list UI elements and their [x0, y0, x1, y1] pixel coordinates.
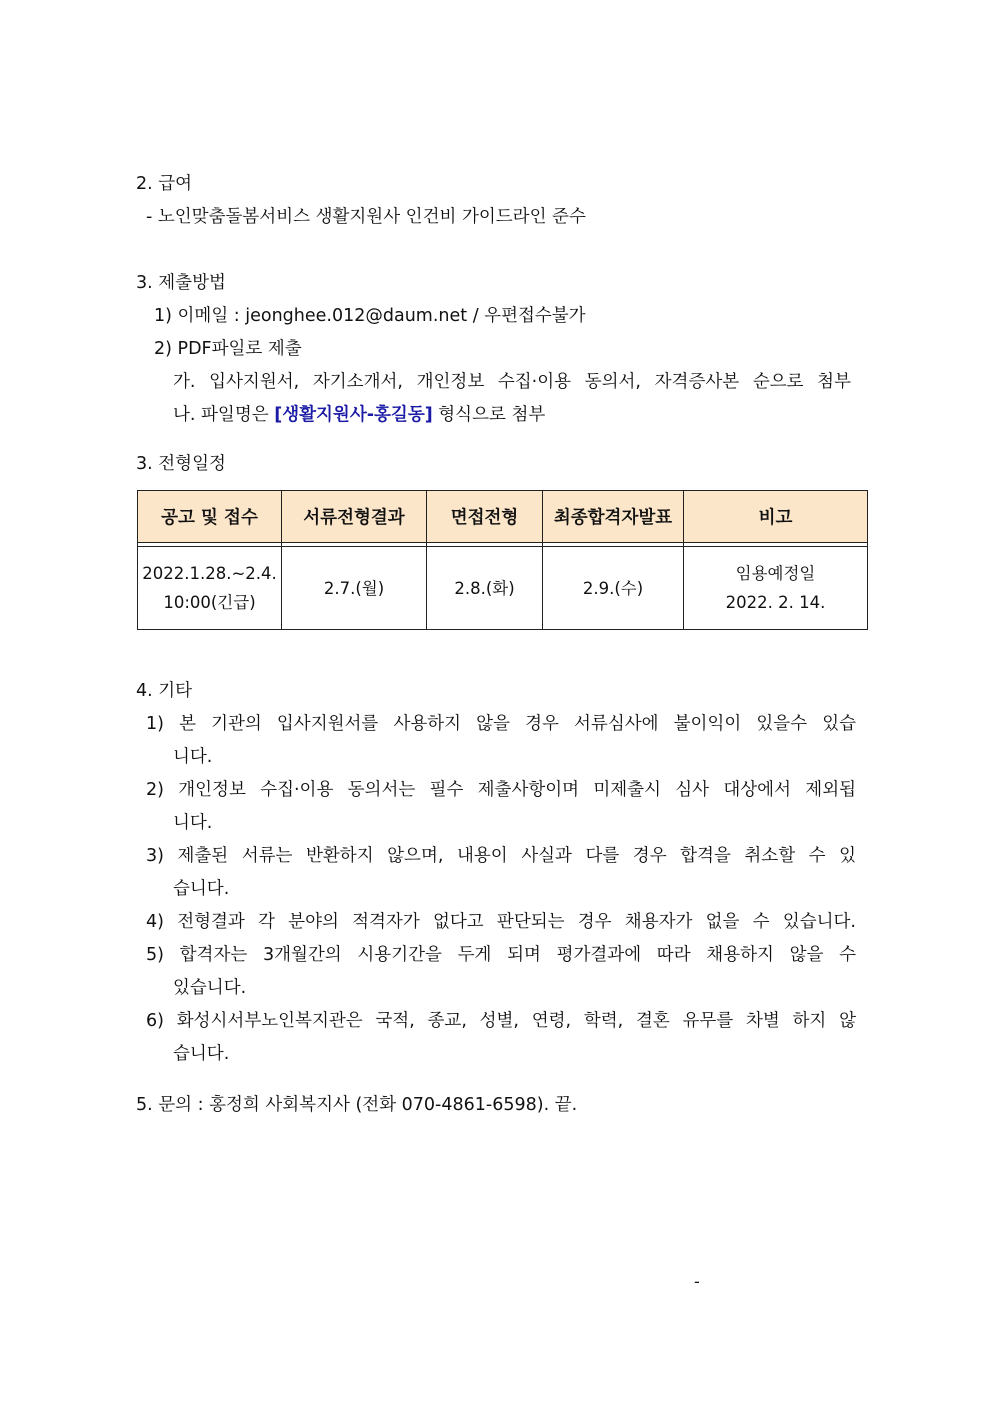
- page-footer-dash: -: [694, 1272, 700, 1291]
- header-interview: 면접전형: [427, 491, 543, 543]
- notice-item-1-line-2: 니다.: [173, 747, 213, 767]
- inquiry-contact: 5. 문의 : 홍정희 사회복지사 (전화 070-4861-6598). 끝.: [136, 1095, 578, 1115]
- schedule-header-row: [138, 491, 868, 543]
- notice-item-2-line-2: 니다.: [173, 813, 213, 833]
- header-remarks: 비고: [684, 491, 868, 543]
- notice-item-6-line-1: 6) 화성시서부노인복지관은 국적, 종교, 성별, 연령, 학력, 결혼 유무를 차별 하지 않: [146, 1011, 856, 1031]
- remarks-label: 임용예정일: [735, 564, 816, 583]
- notice-item-6-line-2: 습니다.: [173, 1044, 230, 1064]
- submission-attachment-order: 가. 입사지원서, 자기소개서, 개인정보 수집·이용 동의서, 자격증사본 순으로 첨부: [173, 372, 851, 392]
- submission-filename-rule: [173, 404, 545, 426]
- announcement-deadline: 10:00(긴급): [163, 593, 256, 612]
- cell-interview: 2.8.(화): [427, 547, 543, 630]
- notice-item-2-line-1: 2) 개인정보 수집·이용 동의서는 필수 제출사항이며 미제출시 심사 대상에서 제외됩: [146, 780, 856, 800]
- section-3-schedule-heading: 3. 전형일정: [136, 454, 226, 474]
- remarks-date: 2022. 2. 14.: [725, 593, 826, 612]
- header-final-announcement: 최종합격자발표: [543, 491, 684, 543]
- header-announcement: 공고 및 접수: [138, 491, 282, 543]
- notice-item-3-line-2: 습니다.: [173, 879, 230, 899]
- schedule-data-row: [138, 547, 868, 630]
- filename-suffix: 형식으로 첨부: [432, 405, 546, 425]
- submission-pdf-item: 2) PDF파일로 제출: [154, 339, 302, 359]
- filename-highlight: [생활지원사-홍길동]: [274, 405, 433, 425]
- notice-item-5-line-2: 있습니다.: [173, 978, 247, 998]
- schedule-table: [137, 490, 868, 630]
- notice-item-5-line-1: 5) 합격자는 3개월간의 시용기간을 두게 되며 평가결과에 따라 채용하지 않을 수: [146, 945, 856, 965]
- filename-prefix: 나. 파일명은: [173, 405, 275, 425]
- salary-item: - 노인맞춤돌봄서비스 생활지원사 인건비 가이드라인 준수: [146, 207, 586, 227]
- cell-document-result: 2.7.(월): [282, 547, 427, 630]
- cell-announcement-period: [138, 547, 282, 630]
- notice-item-4: 4) 전형결과 각 분야의 적격자가 없다고 판단되는 경우 채용자가 없을 수 있습니다.: [146, 912, 857, 932]
- section-2-heading: 2. 급여: [136, 174, 193, 194]
- section-4-heading: 4. 기타: [136, 681, 193, 701]
- cell-remarks: [684, 547, 868, 630]
- announcement-dates: 2022.1.28.~2.4.: [142, 564, 277, 583]
- notice-item-1-line-1: 1) 본 기관의 입사지원서를 사용하지 않을 경우 서류심사에 불이익이 있을수 있습: [146, 714, 856, 734]
- section-3-submission-heading: 3. 제출방법: [136, 273, 226, 293]
- notice-item-3-line-1: 3) 제출된 서류는 반환하지 않으며, 내용이 사실과 다를 경우 합격을 취소할 수 있: [146, 846, 856, 866]
- header-document-result: 서류전형결과: [282, 491, 427, 543]
- submission-email-item: 1) 이메일 : jeonghee.012@daum.net / 우편접수불가: [154, 306, 586, 326]
- cell-final-announcement: 2.9.(수): [543, 547, 684, 630]
